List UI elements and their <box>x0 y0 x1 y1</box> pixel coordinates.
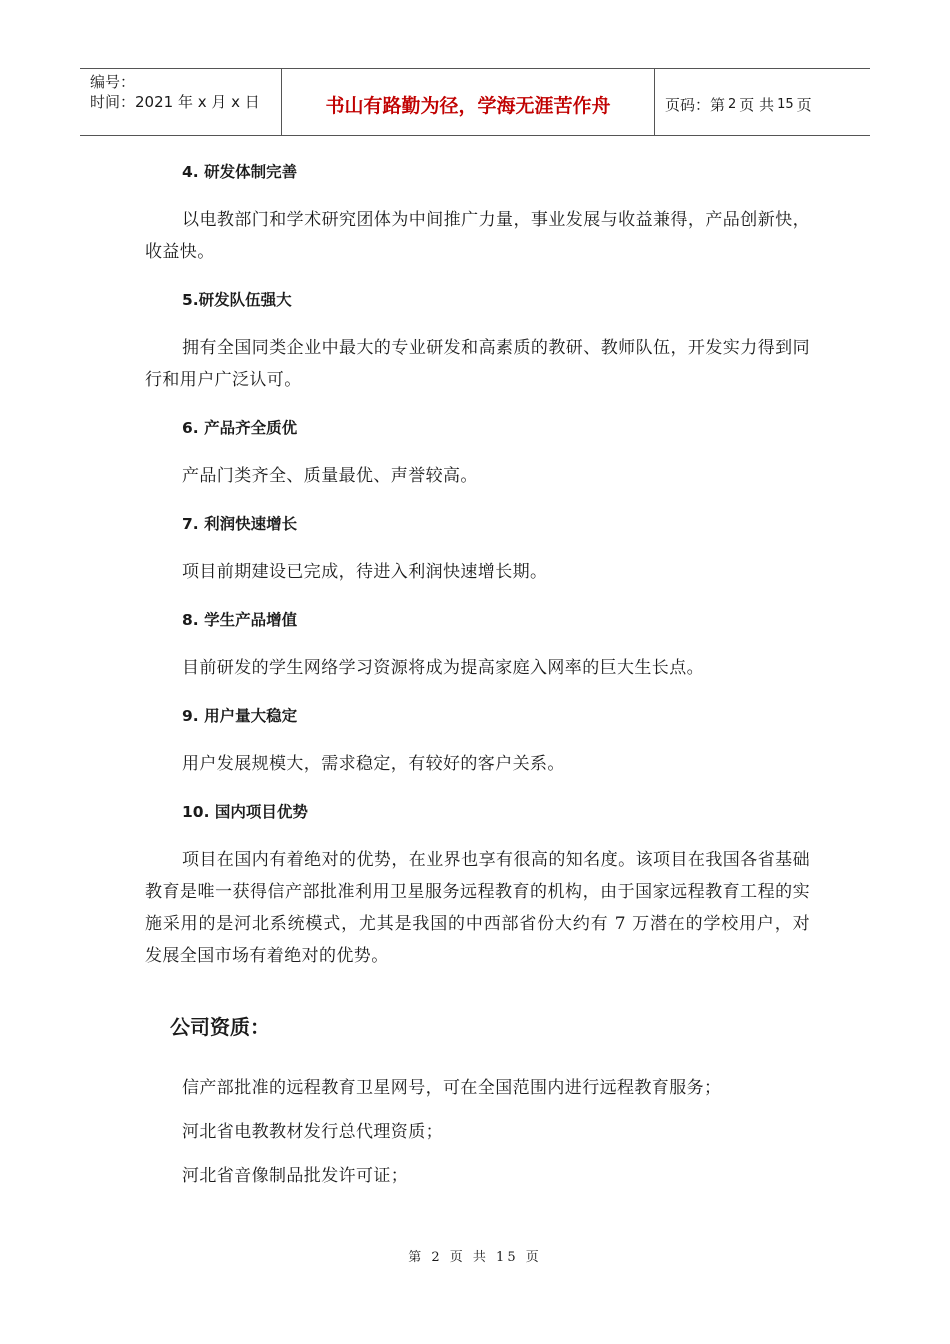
qualification-item: 河北省音像制品批发许可证； <box>182 1166 409 1186</box>
section-paragraph: 用户发展规模大，需求稳定，有较好的客户关系。 <box>182 754 565 774</box>
section-heading: 5.研发队伍强大 <box>182 291 292 309</box>
section-heading: 9. 用户量大稳定 <box>182 707 298 725</box>
section-heading: 8. 学生产品增值 <box>182 611 298 629</box>
qualification-item: 信产部批准的远程教育卫星网号，可在全国范围内进行远程教育服务； <box>182 1078 722 1098</box>
section-paragraph: 以电教部门和学术研究团体为中间推广力量，事业发展与收益兼得，产品创新快，收益快。 <box>145 210 810 262</box>
section-heading: 10. 国内项目优势 <box>182 803 308 821</box>
document-date: 时间：2021 年 x 月 x 日 <box>90 93 260 111</box>
page-footer: 第 2 页 共 15 页 <box>408 1250 542 1265</box>
page-current: 2 <box>728 96 737 112</box>
document-body <box>145 150 810 1192</box>
page-label-mid: 页 共 <box>739 95 775 114</box>
section-paragraph: 目前研发的学生网络学习资源将成为提高家庭入网率的巨大生长点。 <box>182 658 704 678</box>
qualification-title: 公司资质： <box>170 1015 270 1039</box>
section-paragraph: 拥有全国同类企业中最大的专业研发和高素质的教研、教师队伍，开发实力得到同行和用户广泛认可。 <box>145 338 810 390</box>
section-paragraph: 项目在国内有着绝对的优势，在业界也享有很高的知名度。该项目在我国各省基础教育是唯一获得信产部批准利用卫星服务远程教育的机构，由于国家远程教育工程的实施采用的是河北系统模式，尤其是我国的中西部省份大约有 7 万潜在的学校用户，对发展全国市场有着绝对的优势。 <box>145 850 810 966</box>
section-heading: 6. 产品齐全质优 <box>182 419 298 437</box>
section-heading: 7. 利润快速增长 <box>182 515 298 533</box>
page-label-prefix: 页码：第 <box>665 95 726 114</box>
header-page-info <box>655 69 870 135</box>
qualification-item: 河北省电教教材发行总代理资质； <box>182 1122 443 1142</box>
header-motto: 书山有路勤为径，学海无涯苦作舟 <box>282 69 655 135</box>
section-paragraph: 项目前期建设已完成，待进入利润快速增长期。 <box>182 562 548 582</box>
page-total: 15 <box>777 96 794 112</box>
page-header <box>80 68 870 136</box>
document-number-label: 编号： <box>90 73 136 91</box>
page-label-suffix: 页 <box>796 95 812 114</box>
section-heading: 4. 研发体制完善 <box>182 163 298 181</box>
section-paragraph: 产品门类齐全、质量最优、声誉较高。 <box>182 466 478 486</box>
header-meta <box>80 69 282 135</box>
